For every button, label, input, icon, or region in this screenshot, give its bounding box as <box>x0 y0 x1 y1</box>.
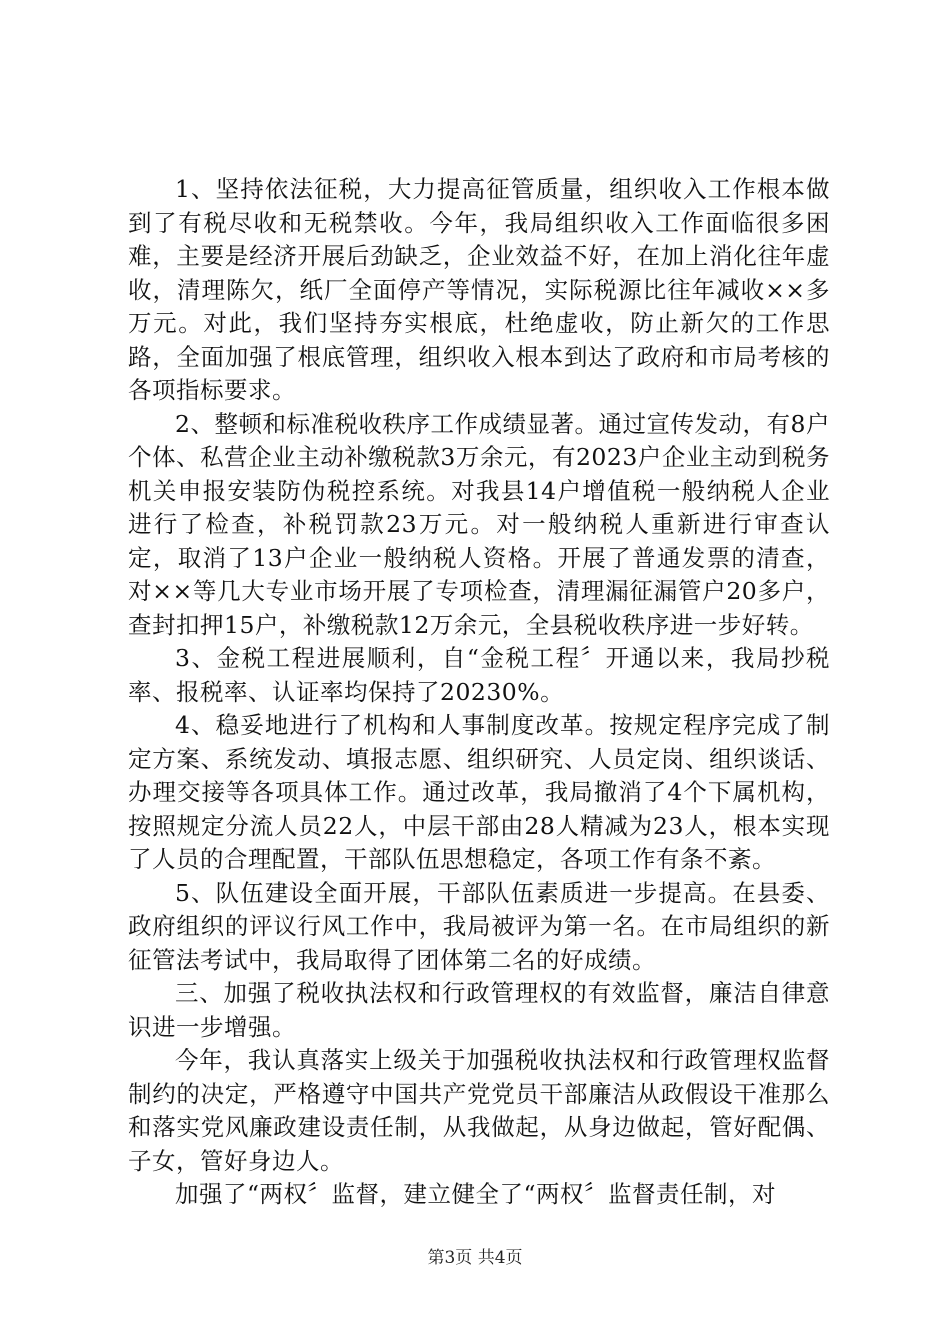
paragraph-7: 加强了“两权〞监督，建立健全了“两权〞监督责任制，对 <box>175 1180 777 1208</box>
paragraph-6: 今年，我认真落实上级关于加强税收执法权和行政管理权监督制约的决定，严格遵守中国共产党党员干部廉洁从政假设干准那么和落实党风廉政建设责任制，从我做起，从身边做起，管好配偶、子女，管好身边人。 <box>128 1046 830 1175</box>
paragraph-1: 1、坚持依法征税，大力提高征管质量，组织收入工作根本做到了有税尽收和无税禁收。今年，我局组织收入工作面临很多困难，主要是经济开展后劲缺乏，企业效益不好，在加上消化往年虚收，清理陈欠，纸厂全面停产等情况，实际税源比往年减收××多万元。对此，我们坚持夯实根底，杜绝虚收，防止新欠的工作思路，全面加强了根底管理，组织收入根本到达了政府和市局考核的各项指标要求。 <box>128 175 830 404</box>
section-heading-3: 三、加强了税收执法权和行政管理权的有效监督，廉洁自律意识进一步增强。 <box>128 979 830 1041</box>
paragraph-4: 4、稳妥地进行了机构和人事制度改革。按规定程序完成了制定方案、系统发动、填报志愿、组织研究、人员定岗、组织谈话、办理交接等各项具体工作。通过改革，我局撤消了4个下属机构，按照规定分流人员22人，中层干部由28人精减为23人，根本实现了人员的合理配置，干部队伍思想稳定，各项工作有条不紊。 <box>128 711 830 873</box>
paragraph-3: 3、金税工程进展顺利，自“金税工程〞开通以来，我局抄税率、报税率、认证率均保持了20230%。 <box>128 644 830 706</box>
page-footer: 第3页 共4页 <box>427 1248 523 1268</box>
document-body <box>128 173 830 1212</box>
paragraph-5: 5、队伍建设全面开展，干部队伍素质进一步提高。在县委、政府组织的评议行风工作中，我局被评为第一名。在市局组织的新征管法考试中，我局取得了团体第二名的好成绩。 <box>128 878 830 974</box>
paragraph-2: 2、整顿和标准税收秩序工作成绩显著。通过宣传发动，有8户个体、私营企业主动补缴税款3万余元，有2023户企业主动到税务机关申报安装防伪税控系统。对我县14户增值税一般纳税人企业进行了检查，补税罚款23万元。对一般纳税人重新进行审查认定，取消了13户企业一般纳税人资格。开展了普通发票的清查，对××等几大专业市场开展了专项检查，清理漏征漏管户20多户，查封扣押15户，补缴税款12万余元，全县税收秩序进一步好转。 <box>128 409 830 639</box>
